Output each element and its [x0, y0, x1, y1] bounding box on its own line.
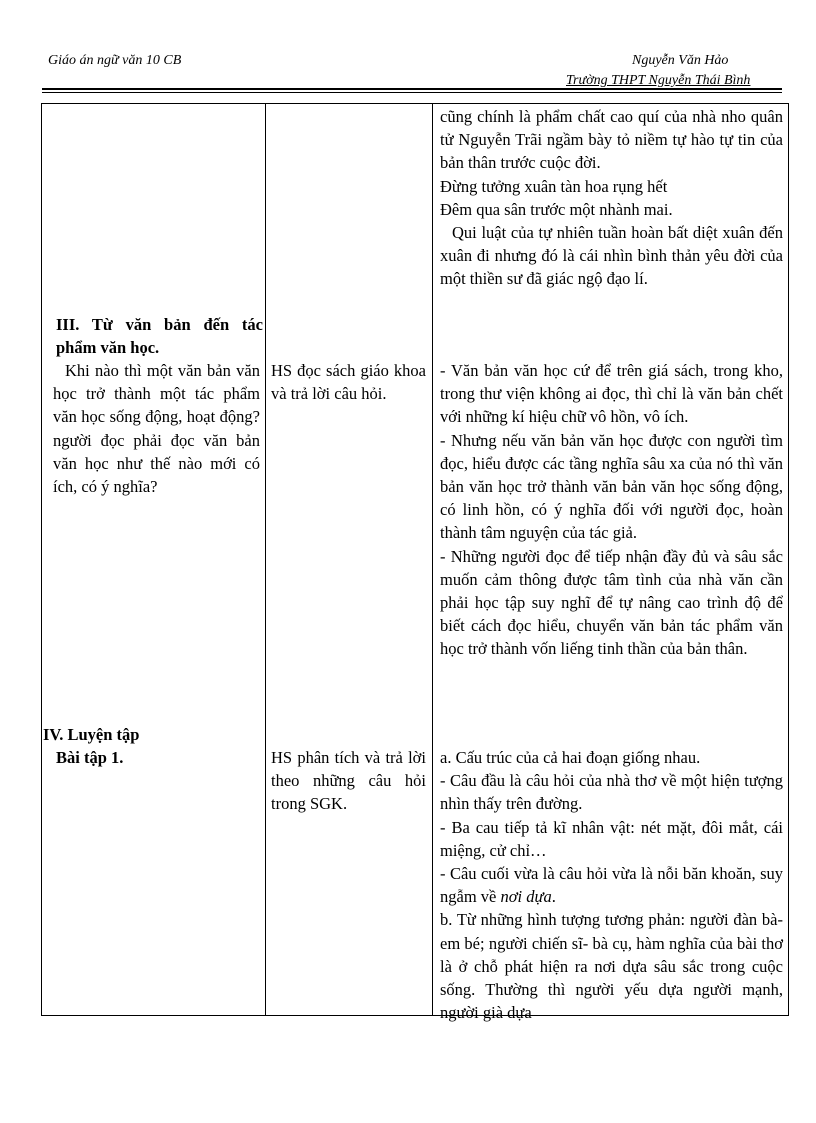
header-rule-thin — [42, 92, 782, 93]
paragraph: - Ba cau tiếp tả kĩ nhân vật: nét mặt, đôi mắt, cái miệng, cử chỉ… — [440, 817, 783, 860]
header-author: Nguyễn Văn Hảo — [632, 53, 729, 68]
text-run: . — [551, 887, 556, 907]
section-4-activity: HS phân tích và trả lời theo những câu hỏi trong SGK. — [271, 748, 426, 814]
exercise-1-label: Bài tập 1. — [56, 748, 124, 767]
paragraph: - Câu đầu là câu hỏi của nhà thơ về một hiện tượng nhìn thấy trên đường. — [440, 771, 783, 814]
poem-line: Đừng tưởng xuân tàn hoa rụng hết — [440, 176, 668, 196]
emphasis-text: nơi dựa — [500, 887, 552, 907]
section-3-content — [440, 359, 783, 661]
column-divider-1 — [265, 104, 266, 1015]
text-run: - Câu cuối vừa là câu hỏi vừa là nỗi băn khoăn, suy ngẫm về — [440, 864, 783, 907]
section-3-question: Khi nào thì một văn bản văn học trở thành một tác phẩm văn học sống động, hoạt động? người đọc phải đọc văn bản văn học như thế nào mới có ích, có ý nghĩa? — [53, 361, 260, 497]
paragraph: - Văn bản văn học cứ để trên giá sách, trong kho, trong thư viện không ai đọc, thì chỉ là văn bản chết với những kí hiệu chữ vô hồn, vô ích. — [440, 361, 783, 427]
paragraph: a. Cấu trúc của cả hai đoạn giống nhau. — [440, 748, 701, 767]
header-course-title: Giáo án ngữ văn 10 CB — [48, 53, 182, 68]
paragraph — [440, 862, 783, 908]
header-rule-thick — [42, 88, 782, 90]
continuation-content — [440, 105, 783, 291]
paragraph: - Nhưng nếu văn bản văn học được con người tìm đọc, hiểu được các tầng nghĩa sâu xa của nó thì văn bản văn học trở thành văn bản văn học sống động, có linh hồn, có ý nghĩa đối với người đọc, hoàn thành tâm nguyện của tác giả. — [440, 430, 783, 543]
column-divider-2 — [432, 104, 433, 1015]
section-3-heading: III. Từ văn bản đến tác phẩm văn học. — [56, 315, 263, 358]
paragraph: cũng chính là phẩm chất cao quí của nhà nho quân tử Nguyễn Trãi ngầm bày tỏ niềm tự hào tự tin của bản thân trước cuộc đời. — [440, 107, 783, 173]
lesson-table — [41, 103, 789, 1023]
section-3-activity: HS đọc sách giáo khoa và trả lời câu hỏi. — [271, 361, 426, 404]
paragraph: b. Từ những hình tượng tương phản: người đàn bà- em bé; người chiến sĩ- bà cụ, hàm nghĩa của bài thơ là ở chỗ phát hiện ra nơi dựa sâu sắc trong cuộc sống. Thường thì người yếu dựa người mạnh, người già dựa — [440, 910, 783, 1023]
paragraph: Qui luật của tự nhiên tuần hoàn bất diệt xuân đến xuân đi nhưng đó là cái nhìn bình thản yêu đời của một thiền sư đã giác ngộ đạo lí. — [440, 223, 783, 289]
poem-line: Đêm qua sân trước một nhành mai. — [440, 199, 673, 219]
section-4-content — [440, 746, 783, 1024]
section-4-heading: IV. Luyện tập — [43, 725, 140, 744]
paragraph: - Những người đọc để tiếp nhận đầy đủ và sâu sắc muốn cảm thông được tâm tình của nhà văn cần phải học tập suy nghĩ để tự nâng cao trình độ để biết cách đọc hiểu, chuyển văn bản tác phẩm văn học trở thành vốn liếng tinh thần của bản thân. — [440, 546, 783, 659]
header-school: Trường THPT Nguyễn Thái Bình — [566, 73, 751, 88]
